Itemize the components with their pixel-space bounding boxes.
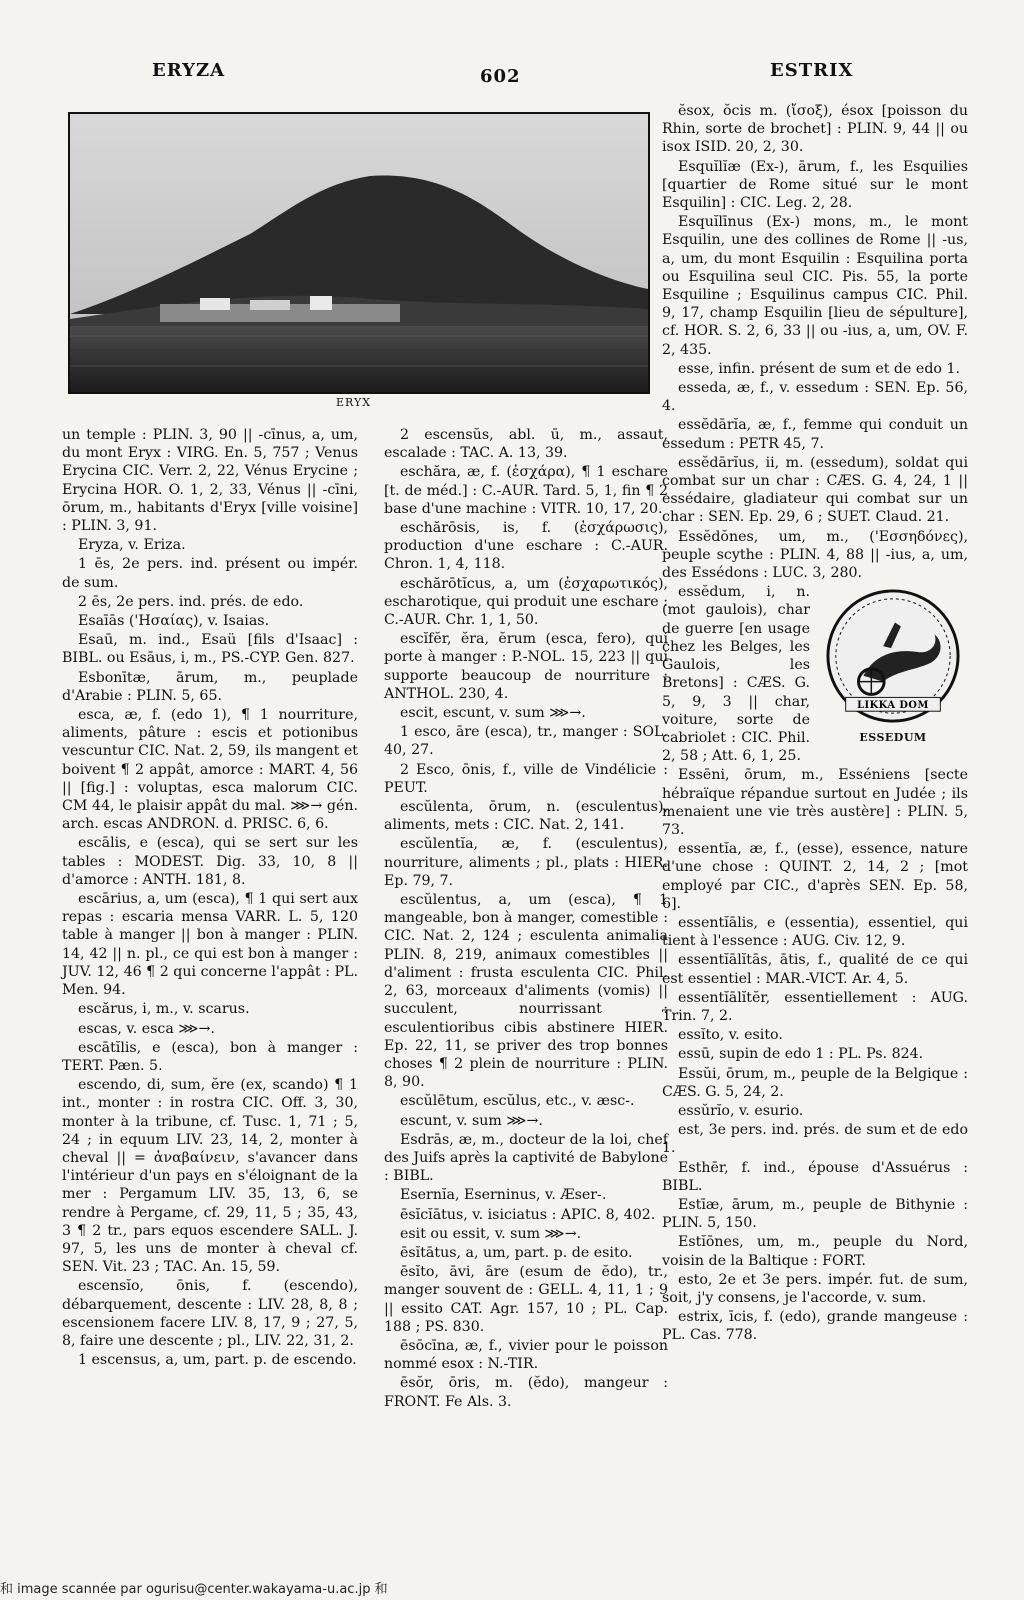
column-right bbox=[662, 102, 968, 1346]
entry: 2 Esco, ōnis, f., ville de Vindélicie : PEUT. bbox=[384, 761, 668, 796]
entry: esseda, æ, f., v. essedum : SEN. Ep. 56, 4. bbox=[662, 380, 968, 415]
entry: essū, supin de edo 1 : PL. Ps. 824. bbox=[678, 1046, 924, 1063]
entry: eschăra, æ, f. (ἐσχάρα), ¶ 1 eschare [t. de méd.] : C.-AUR. Tard. 5, 1, fin ¶ 2 base d'une machine : VITR. 10, 17, 20. bbox=[384, 464, 668, 517]
entry: escărus, i, m., v. scarus. bbox=[78, 1001, 250, 1018]
entry: escārius, a, um (esca), ¶ 1 qui sert aux repas : escaria mensa VARR. L. 5, 120 table à manger || bon à manger : PLIN. 14, 42 || n. pl., ce qui est bon à manger : JUV. 12, 46 ¶ 2 qui concerne l'appât : PL. Men. 94. bbox=[62, 891, 358, 999]
entry: 1 escensus, a, um, part. p. de escendo. bbox=[78, 1352, 357, 1369]
entry: escunt, v. sum ⋙→. bbox=[400, 1112, 543, 1129]
scan-credit-footer: 和 image scannée par ogurisu@center.wakayama-u.ac.jp 和 bbox=[0, 1582, 388, 1597]
entry: 2 ēs, 2e pers. ind. prés. de edo. bbox=[78, 593, 304, 610]
entry: essentĭa, æ, f., (esse), essence, nature d'une chose : QUINT. 2, 14, 2 ; [mot employé par CIC., d'après SEN. Ep. 58, 6]. bbox=[662, 841, 968, 912]
header-left-guide-word: ERYZA bbox=[152, 60, 226, 81]
entry: Estīæ, ārum, m., peuple de Bithynie : PLIN. 5, 150. bbox=[662, 1196, 968, 1232]
entry: ēsĭtātus, a, um, part. p. de esito. bbox=[400, 1244, 633, 1261]
essedum-coin-figure bbox=[818, 587, 968, 755]
entry: est, 3e pers. ind. prés. de sum et de edo 1. bbox=[662, 1122, 968, 1157]
entry: Esaīās ('Ησαίας), v. Isaias. bbox=[78, 613, 270, 630]
entry: Esquĭlĭæ (Ex-), ārum, f., les Esquilies [quartier de Rome situé sur le mont Esquilin] : CIC. Leg. 2, 28. bbox=[662, 158, 968, 212]
chariot-coin-icon bbox=[824, 587, 962, 725]
entry: ēsŏr, ōris, m. (ĕdo), mangeur : FRONT. Fe Als. 3. bbox=[384, 1375, 668, 1410]
entry: estrix, īcis, f. (edo), grande mangeuse : PL. Cas. 778. bbox=[662, 1309, 968, 1344]
entry: essŭrĭo, v. esurio. bbox=[678, 1102, 804, 1119]
entry: Estĭōnes, um, m., peuple du Nord, voisin de la Baltique : FORT. bbox=[662, 1234, 968, 1269]
entry: Esdrās, æ, m., docteur de la loi, chef des Juifs après la captivité de Babylone : BIBL. bbox=[384, 1131, 668, 1185]
entry: ēsĭcĭātus, v. isiciatus : APIC. 8, 402. bbox=[400, 1206, 656, 1223]
entry: esit ou essit, v. sum ⋙→. bbox=[400, 1225, 582, 1242]
entry: esto, 2e et 3e pers. impér. fut. de sum, soit, j'y consens, je l'accorde, v. sum. bbox=[662, 1271, 968, 1306]
entry: eschărōtĭcus, a, um (ἐσχαρωτικός), escharotique, qui produit une eschare : C.-AUR. Chr. 1, 1, 50. bbox=[384, 575, 668, 629]
eryx-landscape-image bbox=[70, 114, 648, 392]
entry: Eryza, v. Eriza. bbox=[78, 537, 186, 554]
entry: essĕdum, i, n. (mot gaulois), char de guerre [en usage chez les Belges, les Gaulois, les Bretons] : CÆS. G. 5, 9, 3 || char, voiture, sorte de cabriolet : CIC. Phil. 2, 58 ; Att. 6, 1, 25. bbox=[662, 584, 810, 765]
column-left bbox=[62, 426, 358, 1370]
entry: un temple : PLIN. 3, 90 || -cīnus, a, um, du mont Eryx : VIRG. En. 5, 757 ; Venus Erycina CIC. Verr. 2, 22, Vénus Erycine ; Erycina HOR. O. 1, 2, 33, Vénus || -cīni, ōrum, m., habitants d'Eryx [ville voisine] : PLIN. 3, 91. bbox=[62, 427, 358, 535]
entry: ĕsox, ŏcis m. (ἴσοξ), ésox [poisson du Rhin, sorte de brochet] : PLIN. 9, 44 || ou isox ISID. 20, 2, 30. bbox=[662, 103, 968, 156]
entry: ēsĭto, āvi, āre (esum de ĕdo), tr., manger souvent de : GELL. 4, 11, 1 ; 9 || essito CAT. Agr. 157, 10 ; PL. Cap. 188 ; PS. 830. bbox=[384, 1264, 668, 1335]
header-right-guide-word: ESTRIX bbox=[770, 60, 854, 81]
entry: escŭlentĭa, æ, f. (esculentus), nourriture, aliments ; pl., plats : HIER. Ep. 79, 7. bbox=[384, 836, 668, 889]
entry: Essĕdŏnes, um, m., ('Εσσηδόνες), peuple scythe : PLIN. 4, 88 || -ius, a, um, des Essédons : LUC. 3, 280. bbox=[662, 528, 968, 582]
eryx-illustration bbox=[68, 112, 650, 394]
entry: 1 ēs, 2e pers. ind. présent ou impér. de sum. bbox=[62, 556, 358, 591]
column-middle bbox=[384, 426, 668, 1412]
entry: essentĭālĭtĕr, essentiellement : AUG. Trin. 7, 2. bbox=[662, 989, 968, 1024]
entry: escŭlētum, escŭlus, etc., v. æsc-. bbox=[400, 1093, 635, 1110]
entry: Esbonītæ, ārum, m., peuplade d'Arabie : PLIN. 5, 65. bbox=[62, 669, 358, 704]
entry: escensĭo, ōnis, f. (escendo), débarquement, descente : LIV. 28, 8, 8 ; escensionem facere LIV. 8, 17, 9 ; 27, 5, 8, faire une descente ; pl., LIV. 22, 31, 2. bbox=[62, 1278, 358, 1349]
entry: ēsōcīna, æ, f., vivier pour le poisson nommé esox : N.-TIR. bbox=[384, 1337, 668, 1373]
entry: Esquĭlīnus (Ex-) mons, m., le mont Esquilin, une des collines de Rome || -us, a, um, du mont Esquilin : Esquilina porta ou Esquilina seul CIC. Pis. 55, la porte Esquiline ; Esquilinus campus CIC. Phil. 9, 17, champ Esquilin [lieu de sépulture], cf. HOR. S. 2, 6, 33 || ou -ius, a, um, OV. F. 2, 435. bbox=[662, 214, 968, 358]
entry: esca, æ, f. (edo 1), ¶ 1 nourriture, aliments, pâture : escis et potionibus vescuntur CIC. Nat. 2, 59, ils mangent et boivent ¶ 2 appât, amorce : MART. 4, 56 || [fig.] : voluptas, esca malorum CIC. CM 44, le plaisir appât du mal. ⋙→ gén. arch. escas ANDRON. d. PRISC. 6, 6. bbox=[62, 707, 358, 833]
entry: essentĭālis, e (essentia), essentiel, qui tient à l'essence : AUG. Civ. 12, 9. bbox=[662, 914, 968, 950]
entry: escendo, di, sum, ĕre (ex, scando) ¶ 1 int., monter : in rostra CIC. Off. 3, 30, monter à la tribune, cf. Tusc. 1, 71 ; 5, 24 ; in equum LIV. 23, 14, 2, monter à cheval || = ἀναβαίνειν, s'avancer dans l'intérieur d'un pays en s'éloignant de la mer : Pergamum LIV. 35, 13, 6, se rendre à Pergame, cf. 29, 11, 5 ; 35, 43, 3 ¶ 2 tr., pars equos escendere SALL. J. 97, 5, les uns de monter à cheval cf. SEN. Vit. 23 ; TAC. An. 15, 59. bbox=[62, 1077, 358, 1276]
figure-caption: ERYX bbox=[336, 396, 372, 409]
entry: essentĭālĭtās, ātis, f., qualité de ce qui est essentiel : MAR.-VICT. Ar. 4, 5. bbox=[662, 952, 968, 987]
entry: escŭlentus, a, um (esca), ¶ 1 mangeable, bon à manger, comestible : CIC. Nat. 2, 124 ; esculenta animalia PLIN. 8, 219, animaux comestibles || d'aliment : frusta esculenta CIC. Phil. 2, 63, morceaux d'aliments (vomis) || succulent, nourrissant : esculentioribus cibis abstinere HIER. Ep. 22, 11, se priver des trop bonnes choses ¶ 2 plein de nourriture : PLIN. 8, 90. bbox=[384, 892, 668, 1091]
entry: esse, infin. présent de sum et de edo 1. bbox=[678, 360, 960, 377]
entry: Esaū, m. ind., Esaü [fils d'Isaac] : BIBL. ou Esāus, i, m., PS.-CYP. Gen. 827. bbox=[62, 632, 358, 667]
entry: escŭlenta, ōrum, n. (esculentus), aliments, mets : CIC. Nat. 2, 141. bbox=[384, 799, 668, 834]
entry: escit, escunt, v. sum ⋙→. bbox=[400, 705, 586, 722]
entry: Essēni, ōrum, m., Esséniens [secte hébraïque répandue surtout en Judée ; ils menaient une vie très austère] : PLIN. 5, 73. bbox=[662, 767, 968, 838]
coin-legend: LIKKA DOM bbox=[857, 700, 929, 712]
entry: Esernĭa, Eserninus, v. Æser-. bbox=[400, 1187, 607, 1204]
entry: 1 esco, āre (esca), tr., manger : SOL. 40, 27. bbox=[384, 724, 668, 759]
entry: Essŭi, ōrum, m., peuple de la Belgique : CÆS. G. 5, 24, 2. bbox=[662, 1065, 968, 1100]
entry: escĭfĕr, ĕra, ĕrum (esca, fero), qui porte à manger : P.-NOL. 15, 223 || qui supporte beaucoup de nourriture : ANTHOL. 230, 4. bbox=[384, 631, 668, 702]
entry: eschărōsis, is, f. (ἐσχάρωσις), production d'une eschare : C.-AUR. Chron. 1, 4, 118. bbox=[384, 520, 668, 573]
entry: essĕdārĭa, æ, f., femme qui conduit un essedum : PETR 45, 7. bbox=[662, 417, 968, 452]
entry: Esthēr, f. ind., épouse d'Assuérus : BIBL. bbox=[662, 1159, 968, 1194]
entry: essĕdārĭus, ii, m. (essedum), soldat qui combat sur un char : CÆS. G. 4, 24, 1 || essédaire, gladiateur qui combat sur un char : SEN. Ep. 29, 6 ; SUET. Claud. 21. bbox=[662, 454, 968, 526]
entry: essĭto, v. esito. bbox=[678, 1027, 783, 1044]
page-number: 602 bbox=[480, 66, 521, 87]
entry: 2 escensŭs, abl. ū, m., assaut, escalade : TAC. A. 13, 39. bbox=[384, 427, 668, 462]
coin-caption: ESSEDUM bbox=[859, 731, 927, 745]
entry: escālis, e (esca), qui se sert sur les tables : MODEST. Dig. 33, 10, 8 || d'amorce : ANTH. 181, 8. bbox=[62, 835, 358, 888]
entry: escātĭlis, e (esca), bon à manger : TERT. Pæn. 5. bbox=[62, 1039, 358, 1074]
entry: escas, v. esca ⋙→. bbox=[78, 1020, 215, 1037]
